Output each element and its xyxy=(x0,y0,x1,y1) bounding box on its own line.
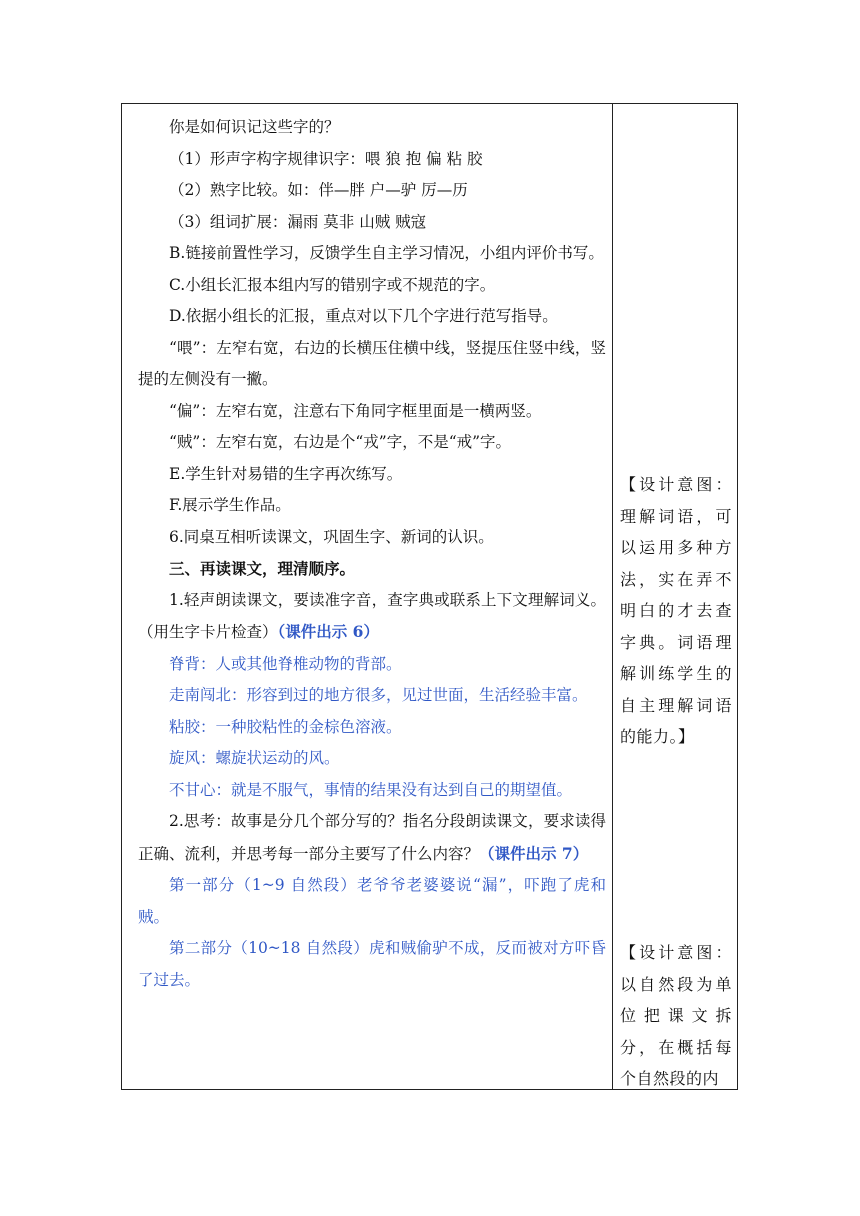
definition: 旋风：螺旋状运动的风。 xyxy=(169,749,340,767)
text-line: C.小组长汇报本组内写的错别字或不规范的字。 xyxy=(169,275,496,294)
text-line: “偏”：左窄右宽，注意右下角同字框里面是一横两竖。 xyxy=(169,401,542,420)
design-note xyxy=(620,937,732,1095)
definition: 不甘心：就是不服气，事情的结果没有达到自己的期望值。 xyxy=(169,780,573,799)
design-note xyxy=(620,469,732,753)
text-line: E.学生针对易错的生字再次练写。 xyxy=(169,464,403,483)
part-summary: 第一部分（1~9 自然段）老爷爷老婆婆说“漏”，吓跑了虎和贼。 xyxy=(138,876,606,926)
text-line: （2）熟字比较。如：伴—胖 户—驴 厉—历 xyxy=(169,181,468,199)
text-line: F.展示学生作品。 xyxy=(169,496,291,514)
section-heading: 三、再读课文，理清顺序。 xyxy=(169,559,356,578)
text-line: （3）组词扩展：漏雨 莫非 山贼 贼寇 xyxy=(169,212,427,231)
text-line: B.链接前置性学习，反馈学生自主学习情况，小组内评价书写。 xyxy=(169,244,604,262)
part-summary: 第二部分（10~18 自然段）虎和贼偷驴不成，反而被对方吓昏了过去。 xyxy=(138,939,606,989)
step-1-text: 1.轻声朗读课文，要读准字音，查字典或联系上下文理解词义。（用生字卡片检查） xyxy=(138,590,606,641)
text-line: 你是如何识记这些字的？ xyxy=(169,118,340,136)
design-note-text: 【设计意图：以自然段为单位把课文拆分，在概括每个自然段的内 xyxy=(620,943,732,1088)
lesson-procedure-cell xyxy=(138,112,606,996)
definition: 走南闯北：形容到过的地方很多，见过世面，生活经验丰富。 xyxy=(169,686,588,704)
step-1 xyxy=(138,585,606,649)
ppt-reference: （课件出示 7） xyxy=(479,843,589,863)
definition: 粘胶：一种胶粘性的金棕色溶液。 xyxy=(169,717,402,736)
column-divider xyxy=(612,104,613,1089)
definition: 脊背：人或其他脊椎动物的背部。 xyxy=(169,654,402,673)
text-line: “喂”：左窄右宽，右边的长横压住横中线，竖提压住竖中线，竖提的左侧没有一撇。 xyxy=(138,338,606,388)
text-line: D.依据小组长的汇报，重点对以下几个字进行范写指导。 xyxy=(169,307,558,325)
design-note-text: 【设计意图：理解词语，可以运用多种方法，实在弄不明白的才去查字典。词语理解训练学生的自主理解词语的能力。】 xyxy=(620,475,732,746)
step-2 xyxy=(138,806,606,870)
step-2-text: 2.思考：故事是分几个部分写的？指名分段朗读课文，要求读得正确、流利，并思考每一部分主要写了什么内容？ xyxy=(138,812,606,863)
text-line: （1）形声字构字规律识字：喂 狼 抱 偏 粘 胶 xyxy=(169,149,483,168)
text-line: “贼”：左窄右宽，右边是个“戎”字，不是“戒”字。 xyxy=(169,433,512,451)
lesson-plan-table xyxy=(121,103,738,1090)
text-line: 6.同桌互相听读课文，巩固生字、新词的认识。 xyxy=(169,527,494,546)
ppt-reference: （课件出示 6） xyxy=(277,622,379,641)
